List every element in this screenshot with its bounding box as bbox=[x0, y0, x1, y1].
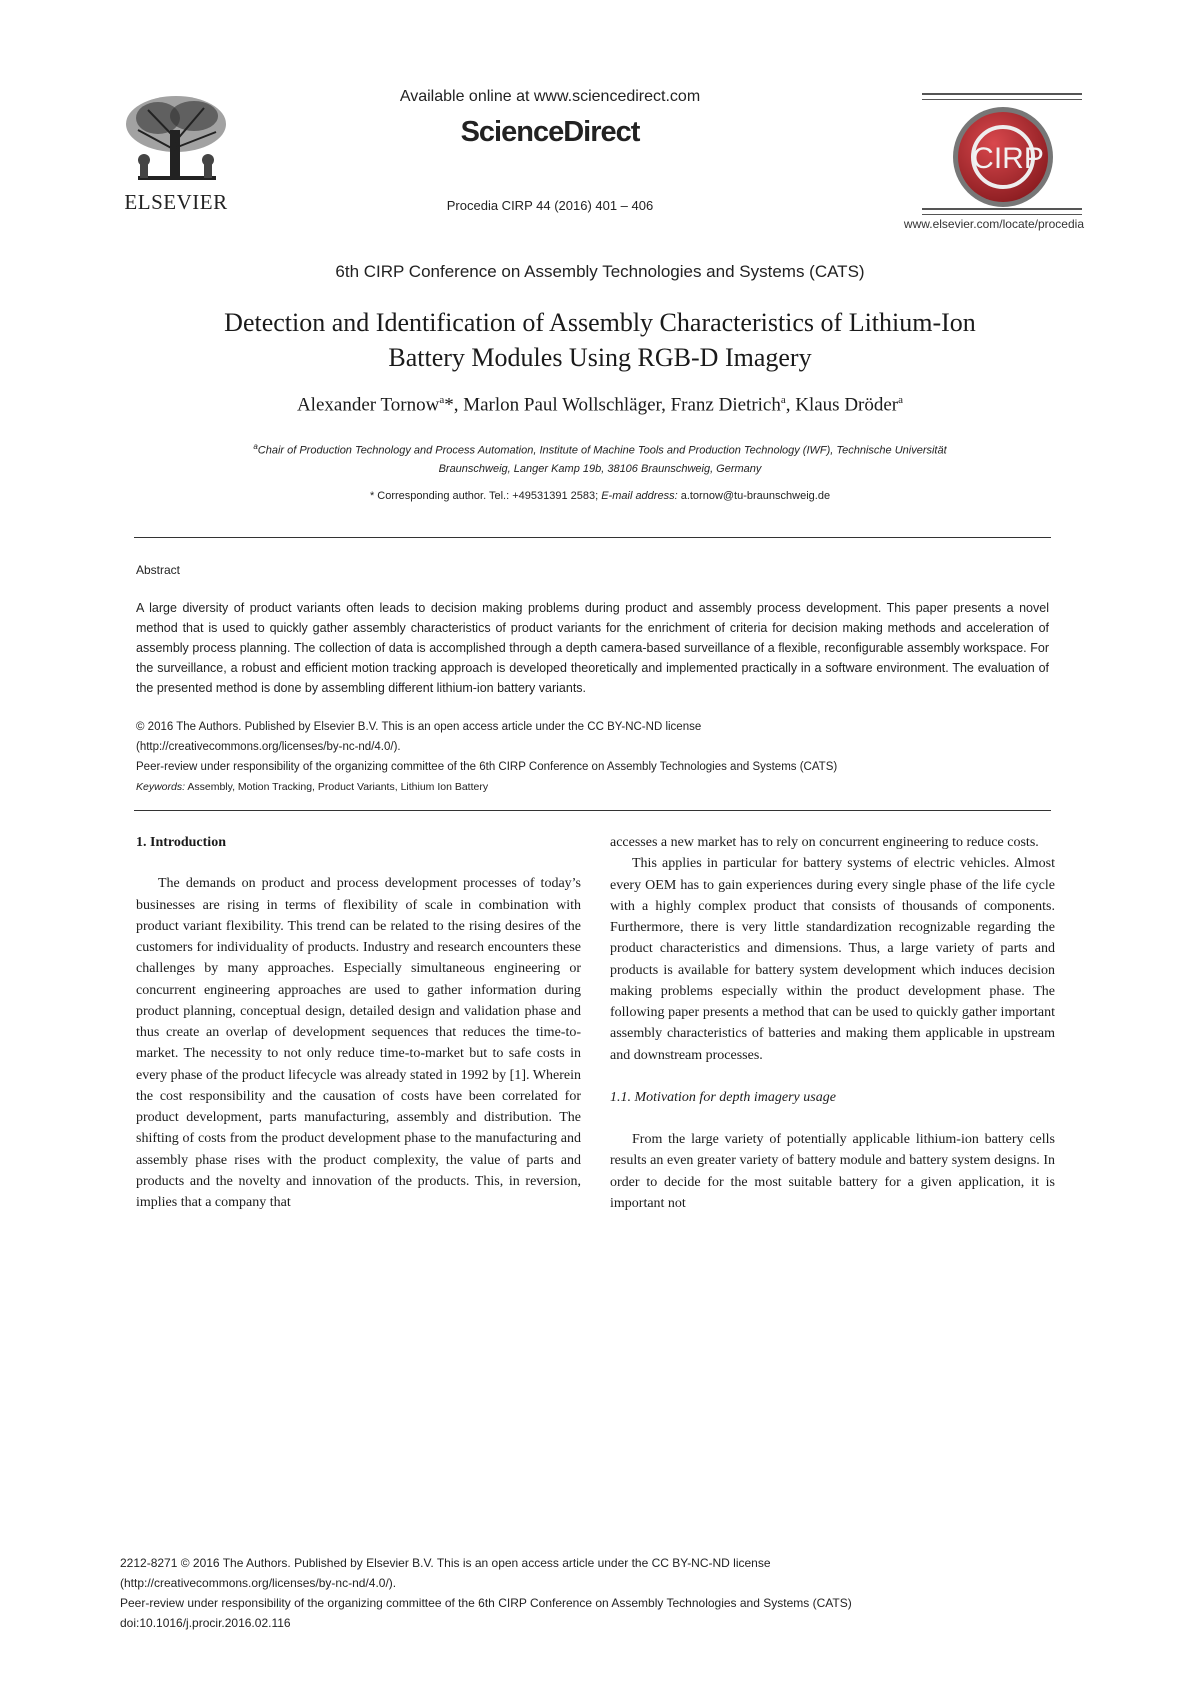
cirp-logo-text: CIRP bbox=[972, 142, 1044, 175]
abstract-paragraph: A large diversity of product variants often leads to decision making problems during product and assembly process development. This paper presents a novel method that is used to quickly gather assembly characteristics of product variants for the enrichment of criteria for decision making methods and acceleration of assembly process planning. The collection of data is accomplished through a depth camera-based surveillance of a flexible, reconfigurable assembly workspace. For the surveillance, a robust and efficient motion tracking approach is developed theoretically and implemented practically in a software environment. The evaluation of the presented method is done by assembling different lithium-ion battery variants. bbox=[136, 601, 1049, 695]
corresponding-phone: Corresponding author. Tel.: +49531391 2583; bbox=[374, 490, 602, 502]
body-paragraph: The demands on product and process development processes of today’s businesses are rising in terms of flexibility of scale in combination with product variant flexibility. This trend can be related to the rising desires of the customers for individuality of products. Industry and research encounters these challenges by many approaches. Especially simultaneous engineering or concurrent engineering approaches are used to gather information during product planning, conceptual design, detailed design and validation phase and thus create an overlap of development sequences that reduces the time-to-market. The necessity to not only reduce time-to-market but to safe costs in every phase of the product lifecycle was already stated in 1992 by [1]. Wherein the cost responsibility and the causation of costs have been correlated for product development, parts manufacturing, assembly and distribution. The shifting of costs from the product development phase to the manufacturing and assembly phase rises with the product complexity, the value of parts and products and the novelty and innovation of the products. This, in reversion, implies that a company that bbox=[136, 876, 581, 1210]
footer-doi[interactable]: doi:10.1016/j.procir.2016.02.116 bbox=[120, 1616, 291, 1630]
cirp-logo-icon bbox=[950, 104, 1056, 210]
corresponding-marker: * bbox=[369, 490, 375, 502]
affiliation-marker: a bbox=[253, 442, 258, 451]
author-list bbox=[100, 394, 1100, 416]
abstract-text bbox=[136, 598, 1049, 698]
affiliation bbox=[150, 438, 1050, 478]
email-label: E-mail address: bbox=[601, 490, 678, 502]
available-online-text: Available online at www.sciencedirect.com bbox=[399, 88, 701, 105]
conference-name: 6th CIRP Conference on Assembly Technologies and Systems (CATS) bbox=[335, 262, 865, 281]
footer-license-link[interactable]: (http://creativecommons.org/licenses/by-nc-nd/4.0/). bbox=[120, 1576, 397, 1590]
paper-title-line: Detection and Identification of Assembly Characteristics of Lithium-Ion bbox=[224, 308, 976, 337]
body-column-right bbox=[610, 832, 1055, 1214]
abstract-heading: Abstract bbox=[136, 563, 181, 577]
corresponding-author bbox=[150, 490, 1050, 502]
paper-title bbox=[140, 305, 1060, 375]
corresponding-marker: * bbox=[444, 394, 454, 416]
keywords-list: Assembly, Motion Tracking, Product Variants, Lithium Ion Battery bbox=[185, 781, 489, 793]
affiliation-marker: a bbox=[439, 394, 445, 406]
page-footer bbox=[120, 1553, 1080, 1633]
license-link[interactable]: (http://creativecommons.org/licenses/by-nc-nd/4.0/). bbox=[136, 741, 401, 753]
affiliation-line: Chair of Production Technology and Process Automation, Institute of Machine Tools and Production Technology (IWF), Technische Universität bbox=[257, 444, 947, 457]
footer-license: 2212-8271 © 2016 The Authors. Published by Elsevier B.V. This is an open access article under the CC BY-NC-ND license bbox=[120, 1556, 771, 1570]
cirp-rule bbox=[922, 208, 1082, 210]
author-name: , Klaus Dröder bbox=[785, 394, 899, 416]
affiliation-marker: a bbox=[898, 394, 904, 406]
subsection-heading: 1.1. Motivation for depth imagery usage bbox=[610, 1089, 836, 1105]
body-column-left bbox=[136, 832, 581, 1213]
affiliation-marker: a bbox=[780, 394, 786, 406]
paper-title-line: Battery Modules Using RGB-D Imagery bbox=[388, 343, 812, 372]
affiliation-line: Braunschweig, Langer Kamp 19b, 38106 Braunschweig, Germany bbox=[438, 462, 762, 475]
body-paragraph: This applies in particular for battery systems of electric vehicles. Almost every OEM has to gain experiences during every single phase of the life cycle with a highly complex product that consists of thousands of components. Furthermore, there is very little standardization recognizable regarding the product characteristics and dimensions. Thus, a large variety of parts and products is available for battery system development which induces decision making problems especially within the product development phase. The following paper presents a method that can be used to quickly gather important assembly characteristics of batteries and making them applicable in upstream and downstream processes. bbox=[610, 856, 1055, 1063]
keywords-label: Keywords: bbox=[136, 781, 186, 793]
cirp-rule bbox=[922, 93, 1082, 95]
copyright-notice: © 2016 The Authors. Published by Elsevier B.V. This is an open access article under the CC BY-NC-ND license bbox=[136, 721, 702, 733]
cirp-rule bbox=[922, 99, 1082, 100]
body-paragraph: From the large variety of potentially applicable lithium-ion battery cells results an even greater variety of battery module and battery system designs. In order to decide for the most suitable battery for a given application, it is important not bbox=[610, 1132, 1055, 1211]
body-paragraph: accesses a new market has to rely on concurrent engineering to reduce costs. bbox=[610, 835, 1039, 850]
author-name: Alexander Tornow bbox=[296, 394, 440, 416]
journal-reference: Procedia CIRP 44 (2016) 401 – 406 bbox=[446, 198, 654, 213]
journal-url-link[interactable]: www.elsevier.com/locate/procedia bbox=[903, 217, 1084, 231]
keywords bbox=[136, 781, 1049, 793]
author-name: , Marlon Paul Wollschläger, Franz Dietrich bbox=[453, 394, 781, 416]
divider bbox=[134, 537, 1051, 538]
email-link[interactable]: a.tornow@tu-braunschweig.de bbox=[677, 490, 831, 502]
publisher-logo-word: ELSEVIER bbox=[124, 190, 228, 214]
divider bbox=[134, 810, 1051, 811]
cirp-rule bbox=[922, 214, 1082, 215]
section-heading: 1. Introduction bbox=[136, 835, 226, 850]
footer-peer-review: Peer-review under responsibility of the organizing committee of the 6th CIRP Conference on Assembly Technologies and Systems (CATS) bbox=[120, 1596, 852, 1610]
peer-review-notice: Peer-review under responsibility of the organizing committee of the 6th CIRP Conference on Assembly Technologies and Systems (CATS) bbox=[136, 761, 838, 773]
sciencedirect-brand: ScienceDirect bbox=[460, 116, 640, 148]
